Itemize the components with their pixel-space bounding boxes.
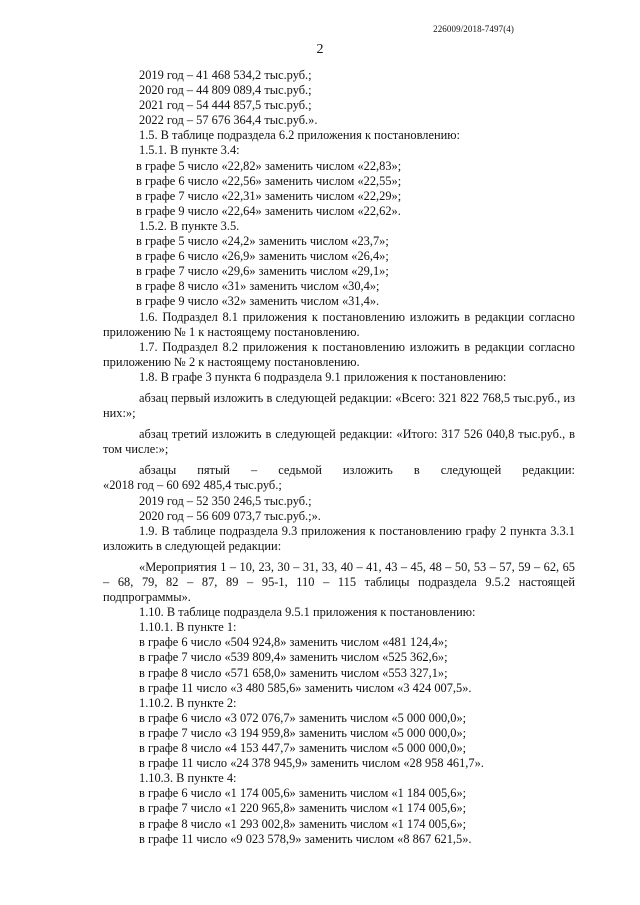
paragraph: абзац третий изложить в следующей редакции: «Итого: 317 526 040,8 тыс.руб., в том числе:»;	[103, 427, 575, 457]
subsection-heading: 1.5.1. В пункте 3.4:	[139, 143, 240, 158]
document-id: 226009/2018-7497(4)	[433, 24, 514, 34]
text-line: в графе 6 число «26,9» заменить числом «26,4»;	[136, 249, 389, 264]
text-line: в графе 8 число «571 658,0» заменить числом «553 327,1»;	[139, 665, 448, 680]
text-line: 2020 год – 56 609 073,7 тыс.руб.;».	[139, 508, 321, 523]
text-line: в графе 7 число «29,6» заменить числом «29,1»;	[136, 264, 389, 279]
text-line: в графе 7 число «1 220 965,8» заменить числом «1 174 005,6»;	[139, 801, 467, 816]
text-line: «2018 год – 60 692 485,4 тыс.руб.;	[103, 478, 282, 493]
text-line: в графе 6 число «1 174 005,6» заменить числом «1 184 005,6»;	[139, 786, 467, 801]
word: следующей	[440, 463, 502, 478]
word: в	[413, 463, 420, 478]
text-line: в графе 7 число «22,31» заменить числом «22,29»;	[136, 188, 402, 203]
page-number: 2	[316, 42, 324, 57]
paragraph: «Мероприятия 1 – 10, 23, 30 – 31, 33, 40 – 41, 43 – 45, 48 – 50, 53 – 57, 59 – 62, 65 – 68, 79, 82 – 87, 89 – 95-1, 110 – 115 таблицы подраздела 9.5.2 настоящей подпрограммы».	[103, 559, 575, 605]
section-heading: 1.8. В графе 3 пункта 6 подраздела 9.1 приложения к постановлению:	[139, 369, 507, 384]
subsection-heading: 1.10.1. В пункте 1:	[139, 620, 237, 635]
text-line: 2019 год – 52 350 246,5 тыс.руб.;	[139, 493, 312, 508]
word: –	[250, 463, 258, 478]
spread-line	[103, 463, 575, 478]
text-line: в графе 11 число «3 480 585,6» заменить числом «3 424 007,5».	[139, 680, 472, 695]
text-line: 2020 год – 44 809 089,4 тыс.руб.;	[139, 83, 312, 98]
document-body	[103, 68, 575, 847]
paragraph: 1.9. В таблице подраздела 9.3 приложения к постановлению графу 2 пункта 3.3.1 изложить в следующей редакции:	[103, 523, 575, 553]
text-line: в графе 5 число «24,2» заменить числом «23,7»;	[136, 234, 389, 249]
text-line: в графе 8 число «4 153 447,7» заменить числом «5 000 000,0»;	[139, 741, 467, 756]
text-line: в графе 11 число «24 378 945,9» заменить числом «28 958 461,7».	[139, 756, 484, 771]
text-line: в графе 9 число «32» заменить числом «31,4».	[136, 294, 380, 309]
subsection-heading: 1.10.3. В пункте 4:	[139, 771, 237, 786]
paragraph: 1.7. Подраздел 8.2 приложения к постановлению изложить в редакции согласно приложению № 2 к настоящему постановлению.	[103, 339, 575, 369]
subsection-heading: 1.10.2. В пункте 2:	[139, 695, 237, 710]
text-line: в графе 11 число «9 023 578,9» заменить числом «8 867 621,5».	[139, 831, 472, 846]
section-heading: 1.10. В таблице подраздела 9.5.1 приложения к постановлению:	[139, 605, 476, 620]
text-line: в графе 7 число «3 194 959,8» заменить числом «5 000 000,0»;	[139, 725, 467, 740]
text-line: в графе 7 число «539 809,4» заменить числом «525 362,6»;	[139, 650, 448, 665]
text-line: в графе 6 число «3 072 076,7» заменить числом «5 000 000,0»;	[139, 710, 467, 725]
text-line: 2021 год – 54 444 857,5 тыс.руб.;	[139, 98, 312, 113]
subsection-heading: 1.5.2. В пункте 3.5.	[139, 218, 240, 233]
word: редакции:	[522, 463, 575, 478]
text-line: в графе 8 число «31» заменить числом «30,4»;	[136, 279, 380, 294]
paragraph: абзац первый изложить в следующей редакции: «Всего: 321 822 768,5 тыс.руб., из них:»;	[103, 390, 575, 421]
word: изложить	[342, 463, 393, 478]
text-line: в графе 6 число «504 924,8» заменить числом «481 124,4»;	[139, 635, 448, 650]
section-heading: 1.5. В таблице подраздела 6.2 приложения к постановлению:	[139, 128, 460, 143]
text-line: в графе 5 число «22,82» заменить числом «22,83»;	[136, 158, 402, 173]
text-line: 2019 год – 41 468 534,2 тыс.руб.;	[139, 68, 312, 82]
text-line: в графе 8 число «1 293 002,8» заменить числом «1 174 005,6»;	[139, 816, 467, 831]
paragraph: 1.6. Подраздел 8.1 приложения к постановлению изложить в редакции согласно приложению № 1 к настоящему постановлению.	[103, 309, 575, 339]
word: пятый	[197, 463, 230, 478]
text-line: в графе 6 число «22,56» заменить числом «22,55»;	[136, 173, 402, 188]
text-line: в графе 9 число «22,64» заменить числом «22,62».	[136, 203, 401, 218]
word: седьмой	[278, 463, 322, 478]
word: абзацы	[139, 463, 177, 478]
text-line: 2022 год – 57 676 364,4 тыс.руб.».	[139, 113, 318, 128]
